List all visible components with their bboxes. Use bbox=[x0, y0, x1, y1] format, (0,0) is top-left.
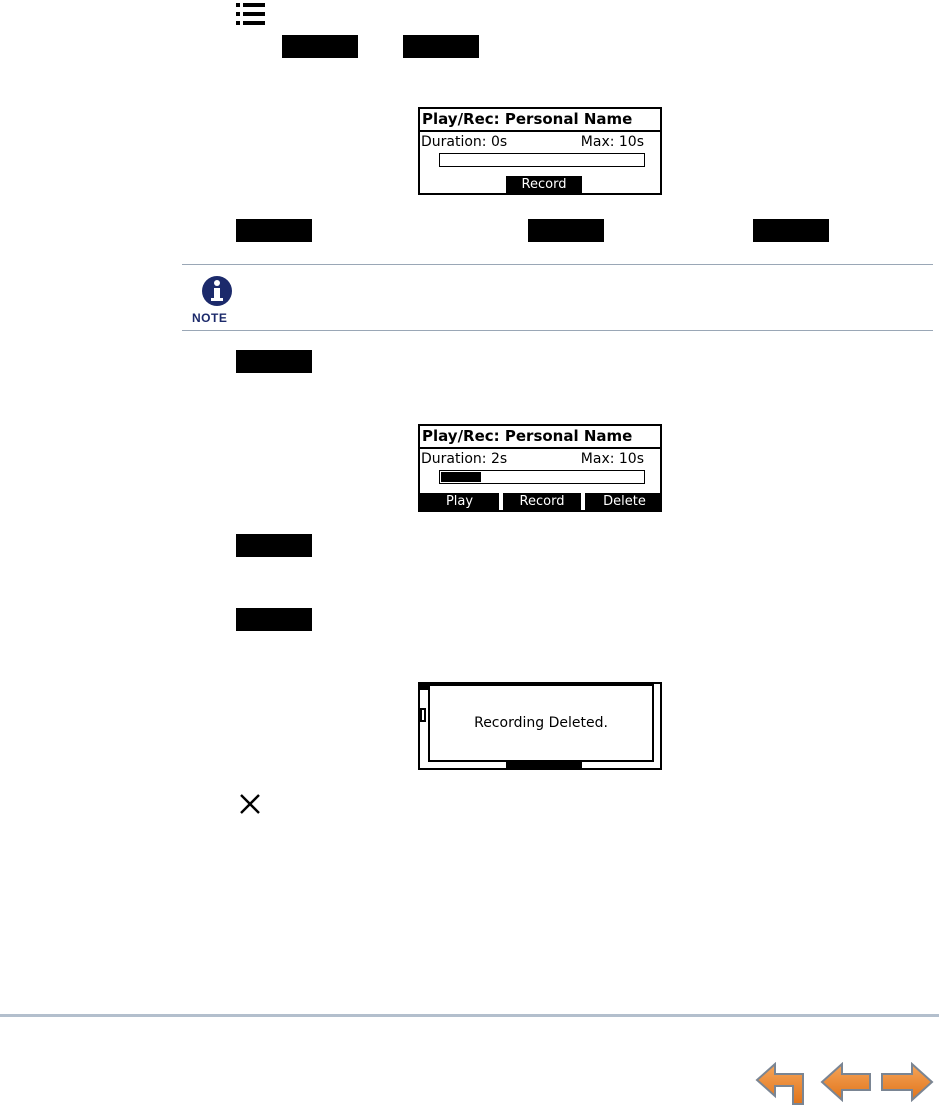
lcd-obscured-row bbox=[420, 708, 426, 722]
nav-home-arrow-icon[interactable] bbox=[755, 1062, 807, 1106]
nav-back-arrow-icon[interactable] bbox=[820, 1062, 872, 1102]
softkey-placeholder-2 bbox=[403, 35, 479, 58]
lcd-duration-row bbox=[420, 450, 660, 468]
note-rule-bottom bbox=[182, 330, 933, 331]
lcd-progress-bar bbox=[439, 153, 645, 167]
nav-forward-arrow-icon[interactable] bbox=[878, 1062, 934, 1102]
lcd-softkey-play[interactable]: Play bbox=[420, 493, 499, 510]
softkey-placeholder-1 bbox=[282, 35, 358, 58]
lcd-softkey-record[interactable]: Record bbox=[503, 493, 581, 510]
lcd-progress-bar bbox=[439, 470, 645, 484]
lcd-softkeys bbox=[420, 176, 660, 193]
lcd-max: Max: 10s bbox=[580, 451, 644, 467]
note-rule-top bbox=[182, 264, 933, 265]
softkey-placeholder-8 bbox=[236, 608, 312, 631]
note-label: NOTE bbox=[192, 311, 228, 325]
lcd-obscured-softkey bbox=[506, 762, 582, 768]
info-icon bbox=[199, 275, 235, 309]
softkey-placeholder-6 bbox=[236, 350, 312, 373]
softkey-placeholder-4 bbox=[528, 219, 604, 242]
phone-lcd-screen-deleted bbox=[418, 682, 662, 770]
lcd-duration: Duration: 0s bbox=[421, 134, 508, 150]
close-x-icon bbox=[238, 792, 262, 816]
phone-lcd-screen-record bbox=[418, 107, 662, 195]
lcd-duration-row bbox=[420, 133, 660, 151]
softkey-placeholder-5 bbox=[753, 219, 829, 242]
lcd-progress-fill bbox=[441, 472, 481, 482]
recording-deleted-popup: Recording Deleted. bbox=[428, 684, 654, 762]
lcd-softkeys bbox=[420, 493, 660, 510]
softkey-placeholder-7 bbox=[236, 534, 312, 557]
softkey-placeholder-3 bbox=[236, 219, 312, 242]
lcd-title: Play/Rec: Personal Name bbox=[420, 109, 660, 132]
lcd-title: Play/Rec: Personal Name bbox=[420, 426, 660, 449]
lcd-duration: Duration: 2s bbox=[421, 451, 508, 467]
lcd-softkey-record[interactable]: Record bbox=[506, 176, 582, 193]
footer-rule bbox=[0, 1014, 939, 1017]
phone-lcd-screen-recorded bbox=[418, 424, 662, 512]
lcd-softkey-delete[interactable]: Delete bbox=[585, 493, 662, 510]
lcd-max: Max: 10s bbox=[580, 134, 644, 150]
menu-list-icon bbox=[236, 1, 266, 27]
